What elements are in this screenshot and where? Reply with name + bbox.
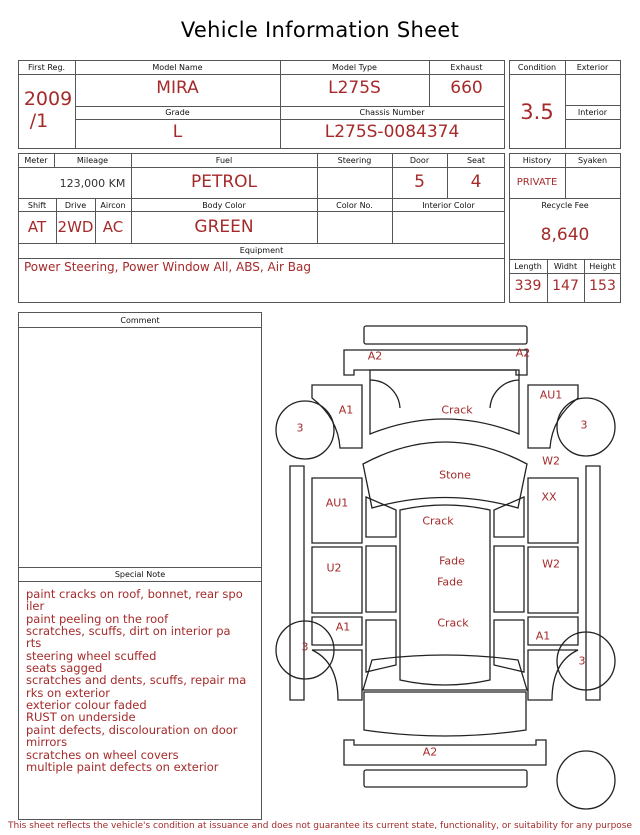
special-note-line: rks on exterior (26, 686, 110, 700)
condition-score: 3.5 (520, 100, 554, 124)
damage-mark: 3 (301, 640, 309, 654)
special-note-line: exterior colour faded (26, 698, 147, 712)
interior-label: Interior (577, 108, 608, 117)
special-note-line: scratches on wheel covers (26, 748, 179, 762)
height-value: 153 (589, 278, 616, 294)
damage-mark: A2 (515, 346, 531, 360)
model-type-label: Model Type (332, 63, 377, 72)
first-reg-label: First Reg. (27, 63, 66, 72)
seat-label: Seat (466, 156, 486, 165)
drive-value: 2WD (57, 218, 94, 236)
special-note-line: mirrors (26, 735, 68, 749)
drive-label: Drive (64, 201, 87, 210)
meter-label: Meter (24, 156, 48, 165)
damage-mark: Crack (437, 616, 469, 630)
width-label: Widht (553, 262, 578, 271)
special-note-line: scratches and dents, scuffs, repair ma (26, 673, 247, 687)
damage-mark: Crack (441, 403, 473, 417)
exhaust-value: 660 (450, 78, 483, 98)
special-note-line: scratches, scuffs, dirt on interior pa (26, 624, 231, 638)
length-label: Length (514, 262, 542, 271)
steering-label: Steering (337, 156, 372, 165)
model-type-value: L275S (328, 78, 381, 98)
damage-mark: AU1 (539, 388, 563, 402)
length-value: 339 (514, 278, 542, 294)
first-reg-month: /1 (29, 110, 49, 132)
page-title: Vehicle Information Sheet (180, 18, 460, 42)
special-note-line: multiple paint defects on exterior (26, 760, 219, 774)
chassis-number-value: L275S-0084374 (324, 122, 460, 142)
chassis-number-label: Chassis Number (359, 108, 425, 117)
equipment-value: Power Steering, Power Window All, ABS, Air Bag (24, 260, 312, 274)
damage-mark: Fade (437, 575, 463, 589)
damage-mark: A1 (335, 620, 351, 634)
damage-mark: A1 (535, 629, 551, 643)
model-name-label: Model Name (152, 63, 203, 72)
special-note-line: steering wheel scuffed (26, 649, 157, 663)
interior-color-label: Interior Color (422, 201, 475, 210)
damage-mark: 3 (578, 654, 586, 668)
seat-value: 4 (470, 172, 482, 192)
damage-mark: A1 (338, 403, 354, 417)
body-color-value: GREEN (194, 217, 254, 237)
history-value: PRIVATE (516, 177, 558, 188)
fuel-label: Fuel (215, 156, 233, 165)
special-note-line: RUST on underside (26, 710, 136, 724)
car-damage-diagram (268, 318, 620, 818)
equipment-label: Equipment (239, 246, 284, 255)
color-no-label: Color No. (336, 201, 373, 210)
damage-mark: Fade (439, 554, 465, 568)
first-reg-year: 2009 (23, 88, 73, 110)
exterior-label: Exterior (576, 63, 609, 72)
disclaimer-footer: This sheet reflects the vehicle's condition at issuance and does not guarantee its current state, functionality, or suitability for any purpose (7, 821, 633, 831)
recycle-fee-label: Recycle Fee (541, 201, 589, 210)
damage-mark: W2 (542, 557, 560, 571)
special-note-line: paint defects, discolouration on door (26, 723, 238, 737)
damage-mark: Stone (439, 468, 471, 482)
recycle-fee-value: 8,640 (540, 225, 590, 245)
condition-label: Condition (517, 63, 557, 72)
door-label: Door (409, 156, 430, 165)
door-value: 5 (414, 172, 425, 192)
special-note-line: iler (26, 599, 45, 613)
damage-mark: 3 (296, 421, 304, 435)
special-note-line: rts (26, 636, 42, 650)
mileage-label: Mileage (76, 156, 109, 165)
shift-label: Shift (27, 201, 47, 210)
comment-label: Comment (120, 316, 160, 325)
damage-mark: XX (541, 490, 557, 504)
grade-value: L (172, 122, 183, 142)
height-label: Height (589, 262, 616, 271)
aircon-value: AC (102, 218, 124, 236)
damage-mark: AU1 (325, 496, 349, 510)
fuel-value: PETROL (190, 172, 258, 192)
exhaust-label: Exhaust (450, 63, 483, 72)
shift-value: AT (27, 218, 47, 236)
body-color-label: Body Color (202, 201, 246, 210)
special-note-line: paint peeling on the roof (26, 612, 169, 626)
damage-mark: 3 (580, 418, 588, 432)
width-value: 147 (552, 278, 579, 294)
model-name-value: MIRA (156, 78, 199, 98)
damage-mark: A2 (367, 349, 383, 363)
special-note-line: paint cracks on roof, bonnet, rear spo (26, 587, 243, 601)
history-label: History (522, 156, 552, 165)
mileage-value: 123,000 KM (59, 177, 126, 190)
damage-mark: Crack (422, 514, 454, 528)
grade-label: Grade (165, 108, 190, 117)
aircon-label: Aircon (100, 201, 126, 210)
damage-mark: U2 (326, 561, 342, 575)
damage-mark: W2 (542, 454, 560, 468)
special-note-line: seats sagged (26, 661, 103, 675)
damage-mark: A2 (422, 745, 438, 759)
special-note-label: Special Note (114, 570, 166, 579)
syaken-label: Syaken (577, 156, 608, 165)
